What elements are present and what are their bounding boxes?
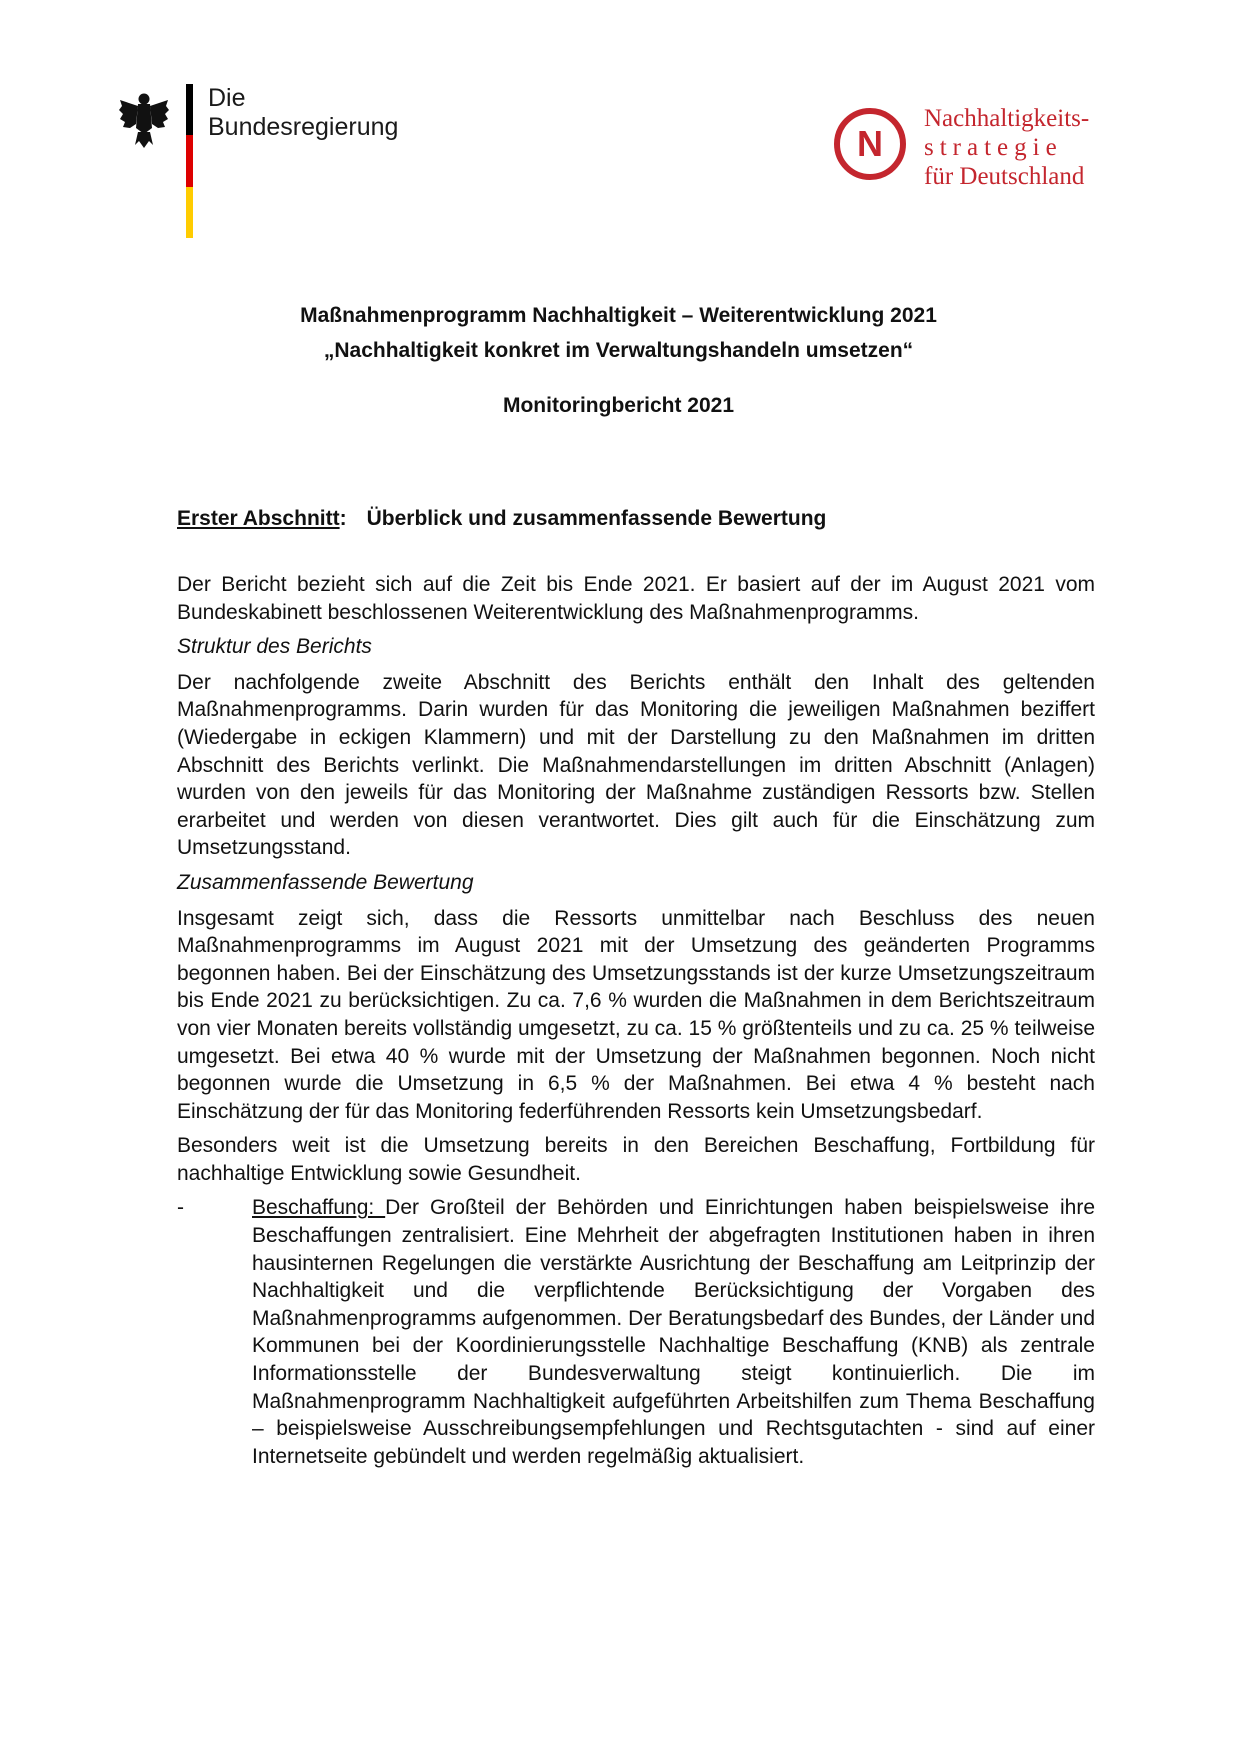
flag-black	[186, 84, 193, 135]
title-line2: „Nachhaltigkeit konkret im Verwaltungshandeln umsetzen“	[323, 339, 914, 362]
subheading-structure: Struktur des Berichts	[177, 635, 372, 659]
bullet-dash: -	[177, 1196, 184, 1220]
bullet-procurement	[177, 1194, 1095, 1470]
bullet-label: Beschaffung:	[252, 1196, 386, 1220]
strategy-name	[924, 104, 1089, 191]
paragraph-summary: Insgesamt zeigt sich, dass die Ressorts unmittelbar nach Beschluss des neuen Maßnahmenprogramms im August 2021 mit der Umsetzung des geänderten Programms begonnen haben. Bei der Einschätzung des Umsetzungsstands ist der kurze Umsetzungszeitraum bis Ende 2021 zu berücksichtigen. Zu ca. 7,6 % wurden die Maßnahmen in dem Berichtszeitraum von vier Monaten bereits vollständig umgesetzt, zu ca. 15 % größtenteils und zu ca. 25 % teilweise umgesetzt. Bei etwa 40 % wurde mit der Umsetzung der Maßnahmen begonnen. Noch nicht begonnen wurde die Umsetzung in 6,5 % der Maßnahmen. Bei etwa 4 % besteht nach Einschätzung der für das Monitoring federführenden Ressorts kein Umsetzungsbedarf.	[177, 906, 1095, 1123]
subheading-summary: Zusammenfassende Bewertung	[177, 870, 474, 894]
strategy-name-line2: strategie	[924, 134, 1063, 161]
document-titles	[0, 298, 1237, 423]
paragraph-structure: Der nachfolgende zweite Abschnitt des Berichts enthält den Inhalt des geltenden Maßnahmenprogramms. Darin wurden für das Monitoring die jeweiligen Maßnahmen beziffert (Wiedergabe in eckigen Klammern) und mit der Darstellung zu den Maßnahmen im dritten Abschnitt des Berichts verlinkt. Die Maßnahmendarstellungen im dritten Abschnitt (Anlagen) wurden von den jeweils für das Monitoring der Maßnahme zuständigen Ressorts bzw. Stellen erarbeitet und werden von diesen verantwortet. Dies gilt auch für die Einschätzung zum Umsetzungsstand.	[177, 670, 1095, 860]
sustainability-strategy-logo	[830, 104, 1150, 194]
strategy-name-line3: für Deutschland	[924, 163, 1085, 190]
government-name-line2: Bundesregierung	[208, 113, 399, 141]
flag-red	[186, 135, 193, 186]
paragraph-intro: Der Bericht bezieht sich auf die Zeit bis Ende 2021. Er basiert auf der im August 2021 vom Bundeskabinett beschlossenen Weiterentwicklung des Maßnahmenprogramms.	[177, 573, 1095, 624]
section-colon: :	[339, 507, 347, 530]
bullet-text: Der Großteil der Behörden und Einrichtungen haben beispielsweise ihre Beschaffungen zentralisiert. Eine Mehrheit der abgefragten Institutionen haben in ihren hausinternen Regelungen die verstärkte Ausrichtung der Beschaffung am Leitprinzip der Nachhaltigkeit und die verpflichtende Berücksichtigung der Vorgaben des Maßnahmenprogramms aufgenommen. Der Beratungsbedarf des Bundes, der Länder und Kommunen bei der Koordinierungsstelle Nachhaltige Beschaffung (KNB) als zentrale Informationsstelle der Bundesverwaltung steigt kontinuierlich. Die im Maßnahmenprogramm Nachhaltigkeit aufgeführten Arbeitshilfen zum Thema Beschaffung – beispielsweise Ausschreibungsempfehlungen und Rechtsgutachten - sind auf einer Internetseite gebündelt und werden regelmäßig aktualisiert.	[252, 1196, 1095, 1468]
government-name	[208, 84, 398, 142]
strategy-name-line1: Nachhaltigkeits-	[924, 105, 1090, 132]
german-flag-bar	[186, 84, 193, 238]
report-title: Monitoringbericht 2021	[502, 394, 735, 417]
government-logo	[112, 84, 472, 244]
n-circle-icon	[830, 104, 910, 184]
logo-letter: N	[857, 123, 883, 164]
section-label: Erster Abschnitt	[177, 507, 340, 530]
title-line1: Maßnahmenprogramm Nachhaltigkeit – Weiterentwicklung 2021	[300, 304, 937, 327]
document-body	[177, 571, 1095, 1470]
bullet-content	[252, 1194, 1095, 1470]
section-heading	[177, 507, 826, 531]
federal-eagle-icon	[118, 90, 170, 150]
section-title: Überblick und zusammenfassende Bewertung	[366, 507, 827, 530]
government-name-line1: Die	[208, 84, 246, 112]
paragraph-areas: Besonders weit ist die Umsetzung bereits in den Bereichen Beschaffung, Fortbildung für nachhaltige Entwicklung sowie Gesundheit.	[177, 1134, 1095, 1185]
flag-gold	[186, 187, 193, 238]
